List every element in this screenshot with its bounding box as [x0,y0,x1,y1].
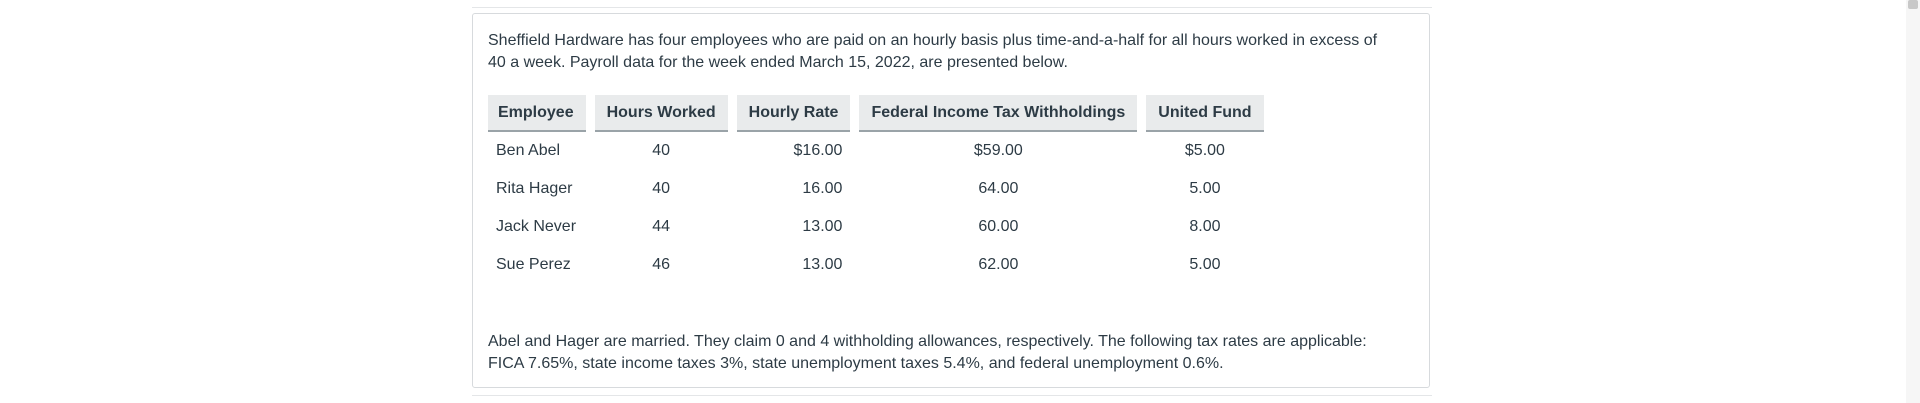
cell-employee: Sue Perez [496,256,571,273]
cell-rate: 16.00 [802,180,843,197]
header-federal-income-tax: Federal Income Tax Withholdings [859,95,1137,132]
table-header-row [488,95,1264,132]
cell-federal-tax: $59.00 [973,142,1023,159]
cell-hours: 40 [652,180,671,197]
vertical-scrollbar[interactable] [1906,0,1920,403]
bottom-divider [472,395,1432,396]
cell-federal-tax: 60.00 [978,218,1019,235]
cell-hours: 46 [652,256,671,273]
cell-employee: Jack Never [496,218,577,235]
problem-intro: Sheffield Hardware has four employees who are paid on an hourly basis plus time-and-a-half for all hours worked in excess of 40 a week. Payroll data for the week ended March 15, 2022, are presented below. [488,32,1378,71]
cell-federal-tax: 62.00 [978,256,1019,273]
cell-employee: Rita Hager [496,180,573,197]
cell-united-fund: 5.00 [1189,180,1221,197]
scrollbar-thumb[interactable] [1908,0,1918,9]
cell-united-fund: 5.00 [1189,256,1221,273]
header-gap [1137,95,1146,132]
cell-rate: 13.00 [802,218,843,235]
header-united-fund: United Fund [1146,95,1263,132]
question-card [472,13,1430,388]
header-hours-worked: Hours Worked [595,95,728,132]
cell-federal-tax: 64.00 [978,180,1019,197]
table-row [488,170,1264,208]
header-hourly-rate: Hourly Rate [737,95,851,132]
table-row [488,246,1264,284]
cell-employee: Ben Abel [496,142,561,159]
problem-outro: Abel and Hager are married. They claim 0 and 4 withholding allowances, respectively. The following tax rates are applicable: FICA 7.65%, state income taxes 3%, state unemployment taxes 5.4%, and federal unemployment 0.6%. [488,333,1367,372]
table-row [488,208,1264,246]
cell-united-fund: $5.00 [1184,142,1225,159]
cell-hours: 40 [652,142,671,159]
payroll-table [488,95,1264,284]
cell-rate: 13.00 [802,256,843,273]
header-gap [586,95,595,132]
cell-rate: $16.00 [793,142,843,159]
header-gap [850,95,859,132]
header-gap [728,95,737,132]
cell-hours: 44 [652,218,671,235]
top-divider [472,7,1432,8]
header-employee: Employee [488,95,586,132]
table-row [488,132,1264,170]
cell-united-fund: 8.00 [1189,218,1221,235]
